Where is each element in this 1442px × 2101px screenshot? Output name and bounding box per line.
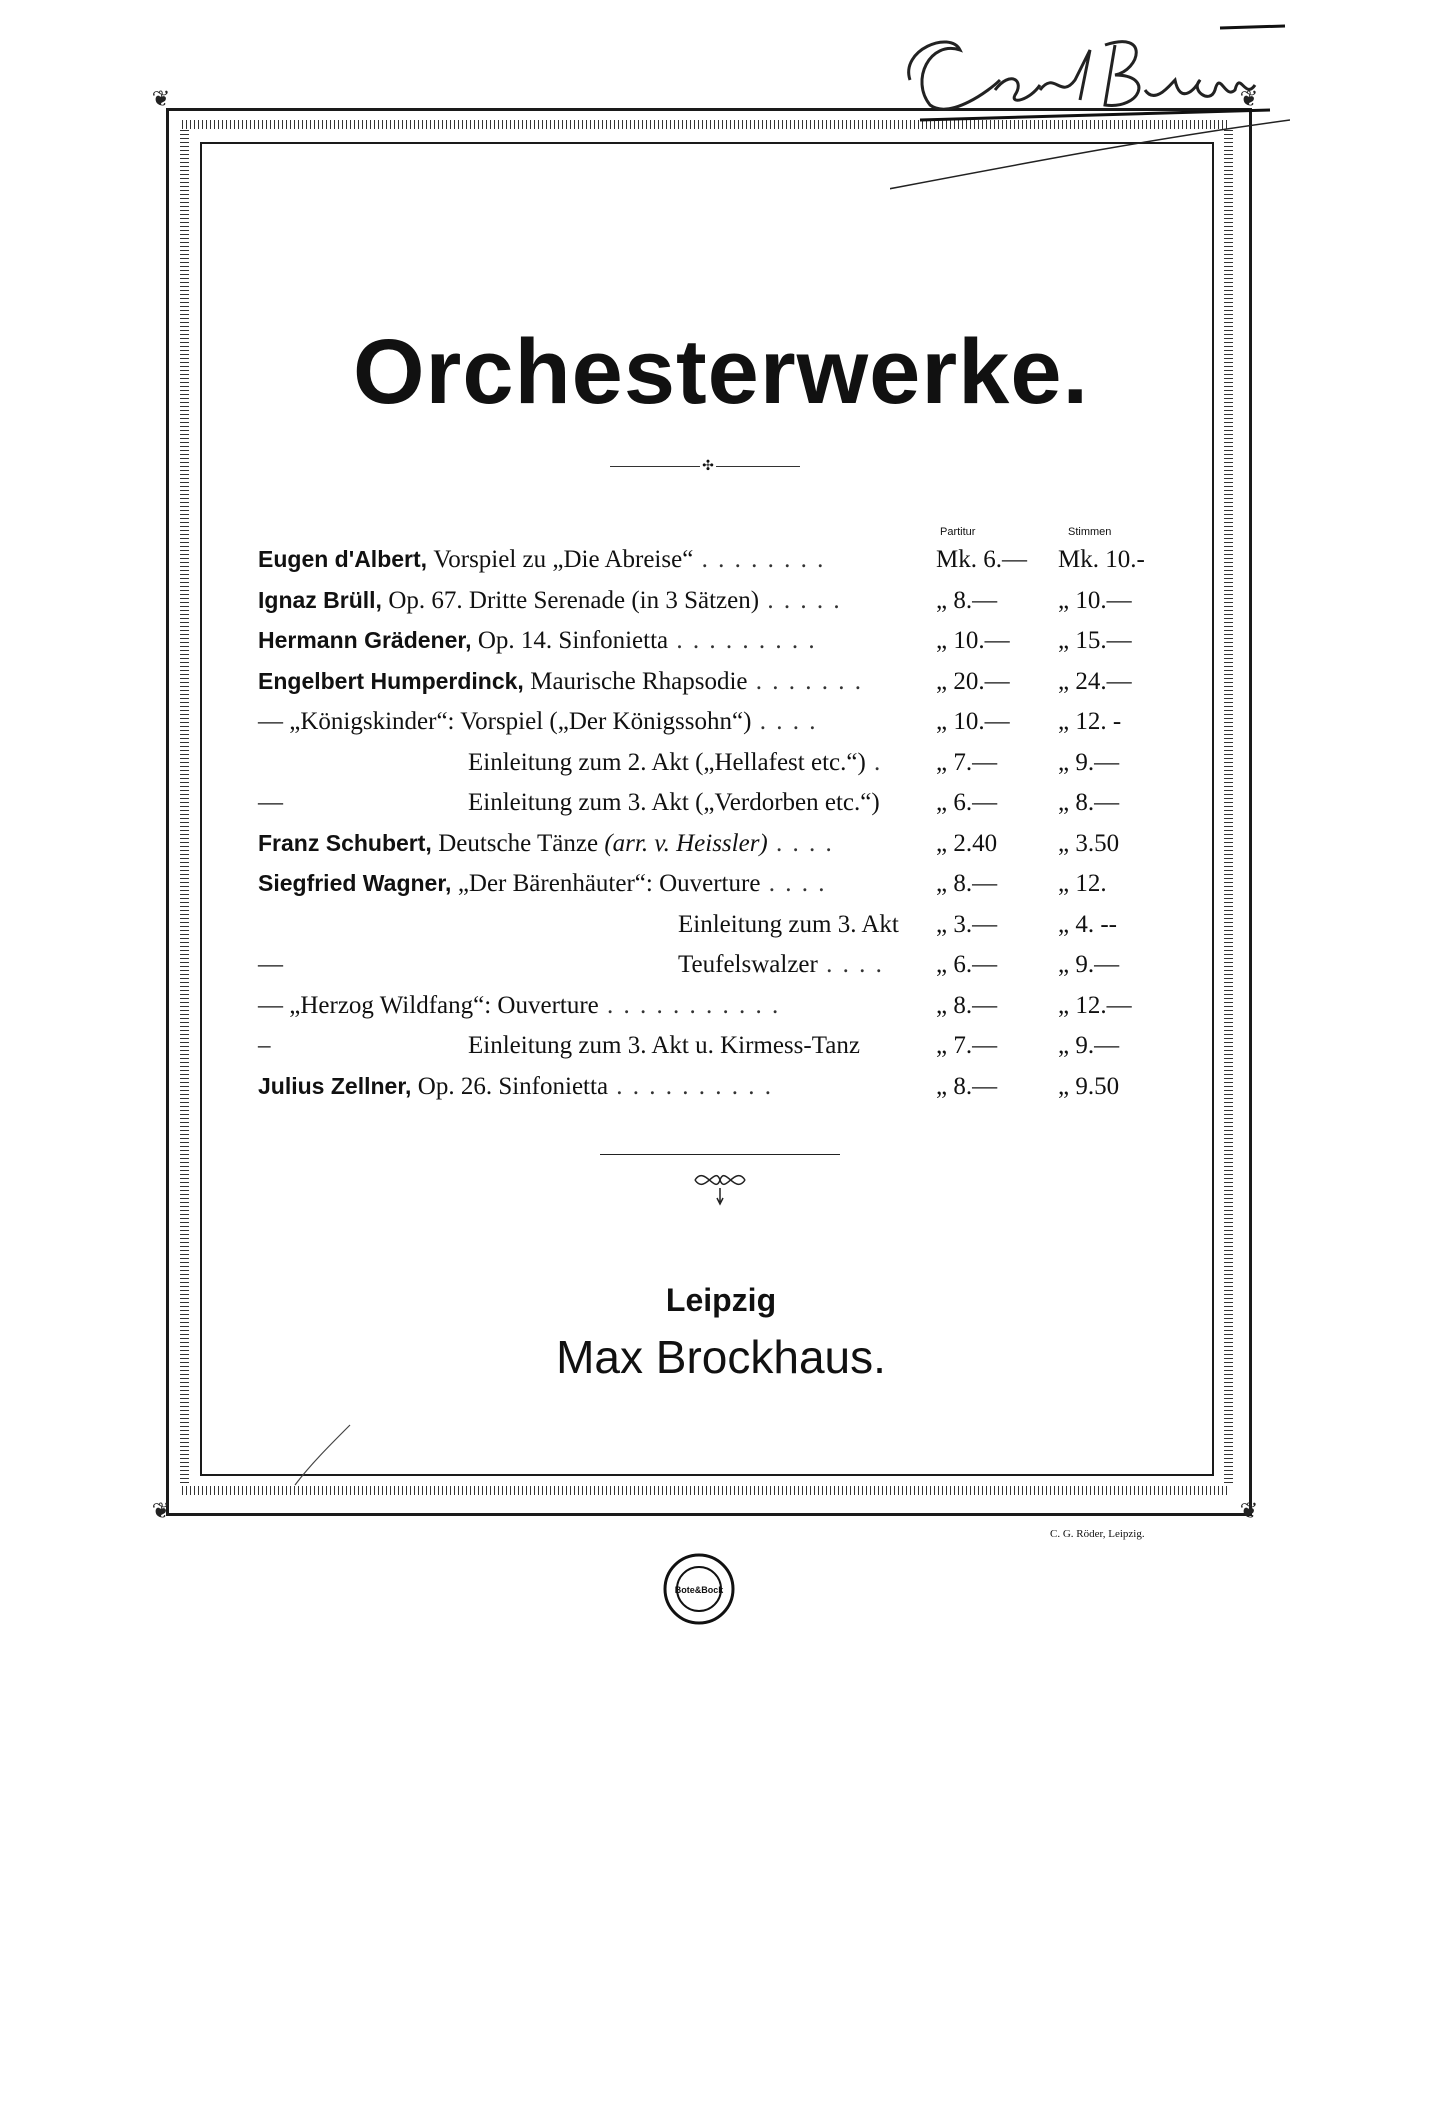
score-price: Mk. 6.— xyxy=(936,546,1027,573)
composer-name: Franz Schubert, xyxy=(258,829,439,856)
parts-price: „ 9.— xyxy=(1058,1032,1120,1059)
work-entry xyxy=(258,992,780,1020)
leader-dots: . . . . . . . . . xyxy=(668,627,817,654)
score-price: „ 7.— xyxy=(936,1032,998,1059)
publisher-name: Max Brockhaus. xyxy=(556,1331,886,1383)
score-price: „ 7.— xyxy=(936,748,998,776)
work-title: Op. 26. Sinfonietta xyxy=(417,1072,609,1100)
work-row xyxy=(258,587,1158,625)
work-title-wrap xyxy=(468,749,882,777)
publisher-city: Leipzig xyxy=(665,1282,777,1318)
composer-name: – xyxy=(258,1032,271,1059)
work-entry xyxy=(258,830,834,858)
parts-price: „ 12. xyxy=(1058,870,1107,897)
arrangement-note: (arr. v. Heissler) xyxy=(598,829,768,857)
work-entry xyxy=(258,1032,271,1060)
work-row xyxy=(258,546,1158,584)
work-title: Vorspiel zu „Die Abreise“ xyxy=(433,546,694,573)
printer-imprint: C. G. Röder, Leipzig. xyxy=(1050,1528,1145,1540)
work-title: „Herzog Wildfang“: Ouverture xyxy=(289,991,599,1019)
score-price: „ 10.— xyxy=(936,708,1010,735)
work-title-wrap xyxy=(468,789,880,817)
leader-dots: . . . . . . . xyxy=(747,667,864,695)
score-price: „ 8.— xyxy=(936,991,998,1019)
work-title: Teufelswalzer xyxy=(678,951,818,978)
work-title: Einleitung zum 3. Akt u. Kirmess-Tanz xyxy=(468,1032,860,1059)
composer-name: — xyxy=(258,708,290,735)
work-entry xyxy=(258,668,863,696)
composer-name: Siegfried Wagner, xyxy=(258,870,458,896)
score-price: „ 6.— xyxy=(936,789,998,816)
corner-ornament-icon: ❦ xyxy=(151,1498,171,1523)
parts-price: „ 10.— xyxy=(1058,586,1132,614)
svg-text:Bote&Bock: Bote&Bock xyxy=(674,1585,724,1595)
leader-dots: . . . . xyxy=(767,829,834,857)
column-header-score: Partitur xyxy=(940,526,976,538)
corner-ornament-icon: ❦ xyxy=(1239,86,1259,111)
work-row xyxy=(258,749,1158,787)
library-stamp-icon xyxy=(660,1550,738,1628)
work-title: Maurische Rhapsodie xyxy=(530,667,748,695)
parts-price: „ 12. - xyxy=(1058,708,1122,735)
parts-price: „ 8.— xyxy=(1058,789,1120,816)
score-price: „ 2.40 xyxy=(936,829,998,857)
work-entry xyxy=(258,708,817,736)
score-price: „ 8.— xyxy=(936,586,998,614)
work-row xyxy=(258,992,1158,1030)
work-row xyxy=(258,1032,1158,1070)
work-title: „Der Bärenhäuter“: Ouverture xyxy=(457,870,761,897)
work-title: Einleitung zum 2. Akt („Hellafest etc.“) xyxy=(468,748,866,776)
pencil-mark xyxy=(290,1420,360,1490)
work-title: Einleitung zum 3. Akt xyxy=(678,910,899,938)
column-header-parts: Stimmen xyxy=(1068,526,1112,538)
score-price: „ 3.— xyxy=(936,910,998,938)
page-title: Orchesterwerke. xyxy=(352,321,1090,423)
work-row xyxy=(258,708,1158,746)
composer-name: Eugen d'Albert, xyxy=(258,546,434,572)
work-entry xyxy=(258,627,817,655)
leader-dots: . . . . . . . . . . . xyxy=(598,991,781,1019)
work-row xyxy=(258,668,1158,706)
work-row xyxy=(258,627,1158,665)
divider xyxy=(600,1154,840,1155)
parts-price: „ 3.50 xyxy=(1058,829,1120,857)
parts-price: „ 9.50 xyxy=(1058,1072,1120,1100)
composer-name: Ignaz Brüll, xyxy=(258,586,389,613)
leader-dots: . . . . . . . . . . xyxy=(608,1072,774,1100)
knot-ornament-icon xyxy=(690,1160,750,1210)
composer-name: — xyxy=(258,789,283,816)
work-title-wrap xyxy=(678,951,884,979)
composer-name: — xyxy=(258,991,290,1019)
work-entry xyxy=(258,951,283,979)
parts-price: Mk. 10.- xyxy=(1058,546,1145,573)
corner-ornament-icon: ❦ xyxy=(1239,1498,1259,1523)
leader-dots: . . . . . xyxy=(759,586,842,614)
work-row xyxy=(258,870,1158,908)
parts-price: „ 24.— xyxy=(1058,667,1132,695)
work-entry xyxy=(258,587,842,615)
leader-dots: . . . . xyxy=(751,708,818,735)
work-title-wrap xyxy=(468,1032,860,1060)
corner-ornament-icon: ❦ xyxy=(151,86,171,111)
work-title: „Königskinder“: Vorspiel („Der Königssohn“) xyxy=(289,708,752,735)
work-title: Op. 14. Sinfonietta xyxy=(477,627,669,654)
work-entry xyxy=(258,870,826,898)
work-title: Deutsche Tänze xyxy=(438,829,599,857)
parts-price: „ 9.— xyxy=(1058,951,1120,978)
score-price: „ 8.— xyxy=(936,1072,998,1100)
leader-dots: . xyxy=(865,748,883,776)
work-title-wrap xyxy=(678,911,899,939)
composer-name: Julius Zellner, xyxy=(258,1072,418,1099)
work-entry xyxy=(258,546,825,574)
score-price: „ 6.— xyxy=(936,951,998,978)
work-title: Einleitung zum 3. Akt („Verdorben etc.“) xyxy=(468,789,880,816)
parts-price: „ 15.— xyxy=(1058,627,1132,654)
work-entry xyxy=(258,789,283,817)
score-price: „ 20.— xyxy=(936,667,1010,695)
composer-name: — xyxy=(258,951,283,978)
work-entry xyxy=(258,1073,773,1101)
signature-icon xyxy=(890,10,1290,200)
score-price: „ 8.— xyxy=(936,870,998,897)
work-row xyxy=(258,1073,1158,1111)
composer-name: Hermann Grädener, xyxy=(258,627,478,653)
parts-price: „ 9.— xyxy=(1058,748,1120,776)
leader-dots: . . . . . . . . xyxy=(693,546,826,573)
leader-dots: . . . . xyxy=(817,951,884,978)
work-row xyxy=(258,789,1158,827)
work-title: Op. 67. Dritte Serenade (in 3 Sätzen) xyxy=(388,586,760,614)
work-row xyxy=(258,911,1158,949)
parts-price: „ 12.— xyxy=(1058,991,1132,1019)
leader-dots: . . . . xyxy=(760,870,827,897)
work-row xyxy=(258,830,1158,868)
score-price: „ 10.— xyxy=(936,627,1010,654)
divider-ornament-icon: ✣ xyxy=(700,458,716,475)
composer-name: Engelbert Humperdinck, xyxy=(258,667,531,694)
work-row xyxy=(258,951,1158,989)
parts-price: „ 4. -- xyxy=(1058,910,1117,938)
